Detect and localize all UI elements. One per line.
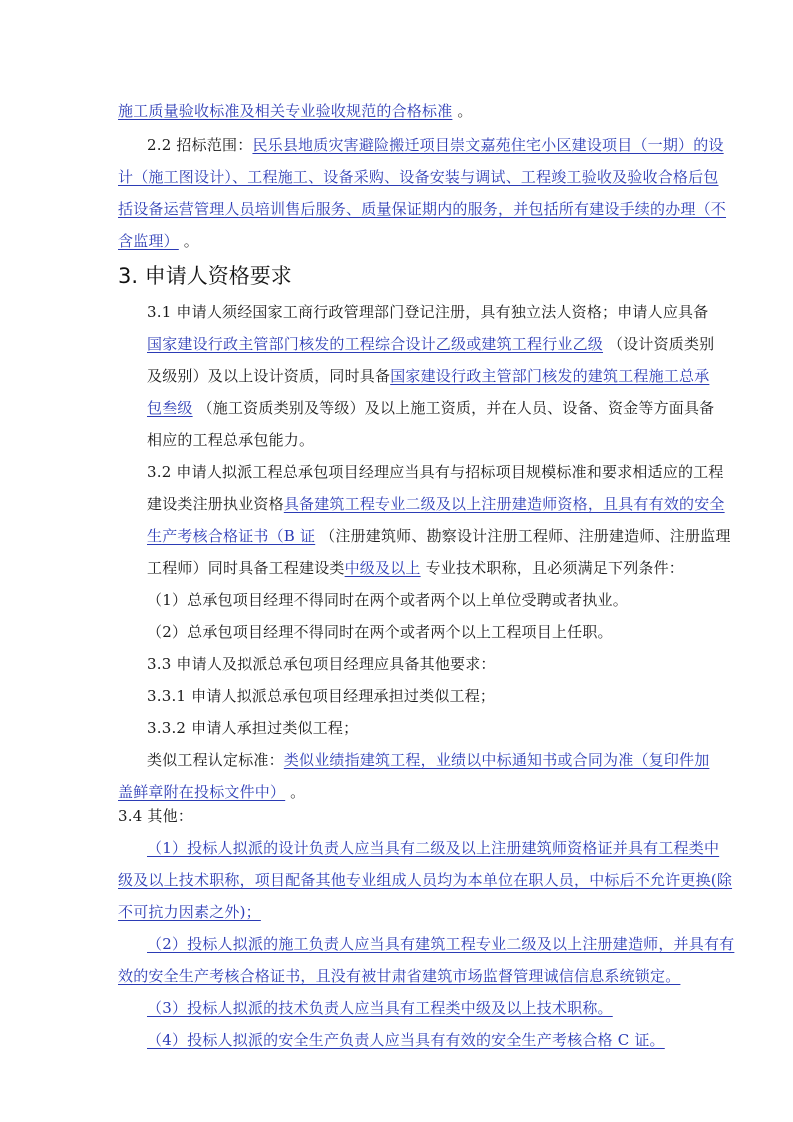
plain-text: 建设类注册执业资格 xyxy=(147,495,284,513)
underlined-fill-text: 生产考核合格证书（B 证 xyxy=(147,527,316,545)
underlined-fill-text: 包叁级 xyxy=(147,399,193,417)
text-line xyxy=(147,334,714,354)
text-line xyxy=(147,366,709,386)
text-line: 3.3 申请人及拟派总承包项目经理应具备其他要求： xyxy=(147,655,496,673)
underlined-fill-text: 施工质量验收标准及相关专业验收规范的合格标准 xyxy=(118,102,453,120)
underlined-fill-text: 盖鲜章附在投标文件中） xyxy=(118,783,286,801)
other-req-1-line-1: （1）投标人拟派的设计负责人应当具有二级及以上注册建筑师资格证并具有工程类中 xyxy=(147,839,720,857)
text-line xyxy=(118,782,305,802)
text-line xyxy=(147,558,684,578)
bid-scope-line-1 xyxy=(147,135,724,155)
text-line xyxy=(147,494,725,514)
condition-1: （1）总承包项目经理不得同时在两个或者两个以上单位受聘或者执业。 xyxy=(147,591,628,609)
underlined-fill-text: 括设备运营管理人员培训售后服务、质量保证期内的服务，并包括所有建设手续的办理（不 xyxy=(118,200,727,218)
other-req-1-line-2: 级及以上技术职称，项目配备其他专业组成人员均为本单位在职人员，中标后不允许更换(除 xyxy=(118,871,733,889)
plain-text: 类似工程认定标准： xyxy=(147,751,284,769)
plain-text: 。 xyxy=(178,232,199,250)
plain-text: 专业技术职称，且必须满足下列条件： xyxy=(420,559,684,577)
text-line: 3.3.2 申请人承担过类似工程； xyxy=(147,719,359,737)
text-line: 3.3.1 申请人拟派总承包项目经理承担过类似工程； xyxy=(147,687,496,705)
text-line xyxy=(147,750,709,770)
text-line xyxy=(147,526,731,546)
underlined-fill-text: 国家建设行政主管部门核发的建筑工程施工总承 xyxy=(390,367,710,385)
plain-text: 。 xyxy=(285,783,306,801)
bid-scope-line-4 xyxy=(118,231,199,251)
underlined-fill-text: 民乐县地质灾害避险搬迁项目崇文嘉苑住宅小区建设项目（一期）的设 xyxy=(252,136,724,154)
other-req-2-line-2: 效的安全生产考核合格证书，且没有被甘肃省建筑市场监督管理诚信信息系统锁定。 xyxy=(118,967,681,985)
plain-text: 及级别）及以上设计资质，同时具备 xyxy=(147,367,391,385)
plain-text: （注册建筑师、勘察设计注册工程师、注册建造师、注册监理 xyxy=(315,527,731,545)
condition-2: （2）总承包项目经理不得同时在两个或者两个以上工程项目上任职。 xyxy=(147,623,613,641)
other-req-3: （3）投标人拟派的技术负责人应当具有工程类中级及以上技术职称。 xyxy=(147,999,613,1017)
plain-text: （施工资质类别及等级）及以上施工资质，并在人员、设备、资金等方面具备 xyxy=(192,399,715,417)
text-line: 相应的工程总承包能力。 xyxy=(147,431,315,449)
bid-scope-line-3 xyxy=(118,199,726,219)
underlined-fill-text: 中级及以上 xyxy=(344,559,421,577)
bid-scope-line-2 xyxy=(118,167,719,187)
other-req-4: （4）投标人拟派的安全生产负责人应当具有有效的安全生产考核合格 C 证。 xyxy=(147,1031,665,1049)
other-req-2-line-1: （2）投标人拟派的施工负责人应当具有建筑工程专业二级及以上注册建造师，并具有有 xyxy=(147,935,735,953)
text-line xyxy=(118,101,473,121)
underlined-fill-text: 类似业绩指建筑工程，业绩以中标通知书或合同为准（复印件加 xyxy=(283,751,710,769)
plain-text: （设计资质类别 xyxy=(603,335,715,353)
section-heading: 3. 申请人资格要求 xyxy=(118,264,292,288)
plain-text: 。 xyxy=(452,102,473,120)
plain-text: 工程师）同时具备工程建设类 xyxy=(147,559,345,577)
bid-scope-label: 2.2 招标范围： xyxy=(147,136,253,154)
underlined-fill-text: 含监理） xyxy=(118,232,179,250)
text-line: 3.2 申请人拟派工程总承包项目经理应当具有与招标项目规模标准和要求相适应的工程 xyxy=(147,463,724,481)
other-req-1-line-3: 不可抗力因素之外)； xyxy=(118,903,261,921)
underlined-fill-text: 具备建筑工程专业二级及以上注册建造师资格，且具有有效的安全 xyxy=(283,495,725,513)
underlined-fill-text: 计（施工图设计）、工程施工、设备采购、设备安装与调试、工程竣工验收及验收合格后包 xyxy=(118,168,719,186)
underlined-fill-text: 国家建设行政主管部门核发的工程综合设计乙级或建筑工程行业乙级 xyxy=(147,335,604,353)
text-line: 3.1 申请人须经国家工商行政管理部门登记注册，具有独立法人资格；申请人应具备 xyxy=(147,303,709,321)
text-line xyxy=(147,398,714,418)
text-line: 3.4 其他： xyxy=(118,807,194,825)
